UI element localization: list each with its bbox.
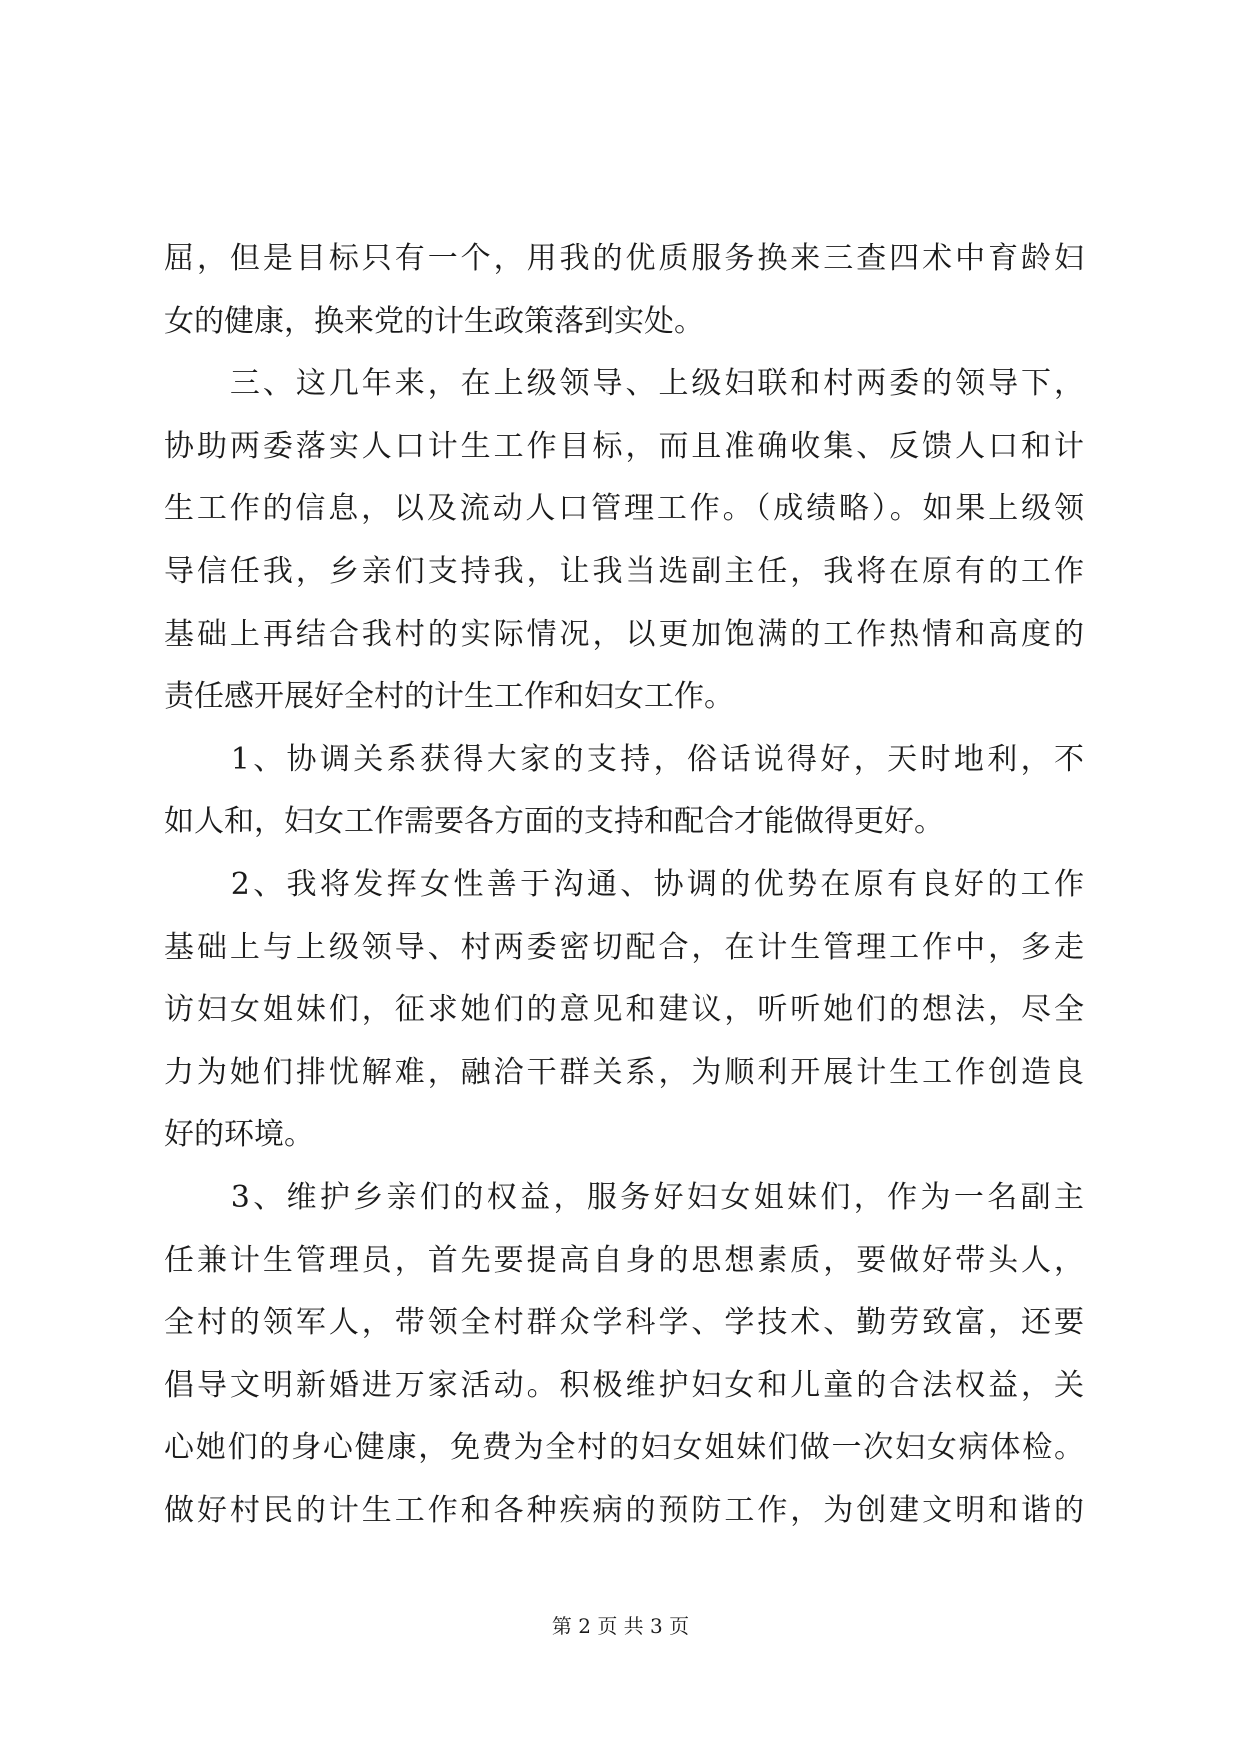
text-line: 屈，但是目标只有一个，用我的优质服务换来三查四术中育龄妇 <box>164 241 1084 276</box>
text-line: 好的环境。 <box>164 1117 314 1153</box>
text-line: 协助两委落实人口计生工作目标，而且准确收集、反馈人口和计 <box>164 428 1084 464</box>
text-line: 全村的领军人，带领全村群众学科学、学技术、勤劳致富，还要 <box>164 1305 1084 1341</box>
text-line: 导信任我，乡亲们支持我，让我当选副主任，我将在原有的工作 <box>164 553 1084 589</box>
document-body <box>164 228 1084 1542</box>
text-line: 做好村民的计生工作和各种疾病的预防工作，为创建文明和谐的 <box>164 1492 1084 1528</box>
text-line: 三、这几年来，在上级领导、上级妇联和村两委的领导下， <box>164 366 1084 402</box>
text-line: 1、协调关系获得大家的支持，俗话说得好，天时地利，不 <box>164 741 1084 777</box>
text-line: 访妇女姐妹们，征求她们的意见和建议，听听她们的想法，尽全 <box>164 992 1084 1028</box>
text-line: 倡导文明新婚进万家活动。积极维护妇女和儿童的合法权益，关 <box>164 1367 1084 1403</box>
page-footer: 第 2 页 共 3 页 <box>551 1614 690 1638</box>
text-line: 力为她们排忧解难，融洽干群关系，为顺利开展计生工作创造良 <box>164 1054 1084 1090</box>
text-line: 任兼计生管理员，首先要提高自身的思想素质，要做好带头人， <box>164 1242 1084 1278</box>
text-line: 基础上与上级领导、村两委密切配合，在计生管理工作中，多走 <box>164 929 1084 965</box>
text-line: 基础上再结合我村的实际情况，以更加饱满的工作热情和高度的 <box>164 616 1084 652</box>
text-line: 责任感开展好全村的计生工作和妇女工作。 <box>164 679 734 715</box>
text-line: 2、我将发挥女性善于沟通、协调的优势在原有良好的工作 <box>164 866 1084 902</box>
text-line: 心她们的身心健康，免费为全村的妇女姐妹们做一次妇女病体检。 <box>164 1430 1084 1466</box>
text-line: 3、维护乡亲们的权益，服务好妇女姐妹们，作为一名副主 <box>164 1179 1084 1215</box>
text-line: 如人和，妇女工作需要各方面的支持和配合才能做得更好。 <box>164 804 944 840</box>
text-line: 生工作的信息，以及流动人口管理工作。（成绩略）。如果上级领 <box>164 491 1084 527</box>
text-line: 女的健康，换来党的计生政策落到实处。 <box>164 303 704 339</box>
